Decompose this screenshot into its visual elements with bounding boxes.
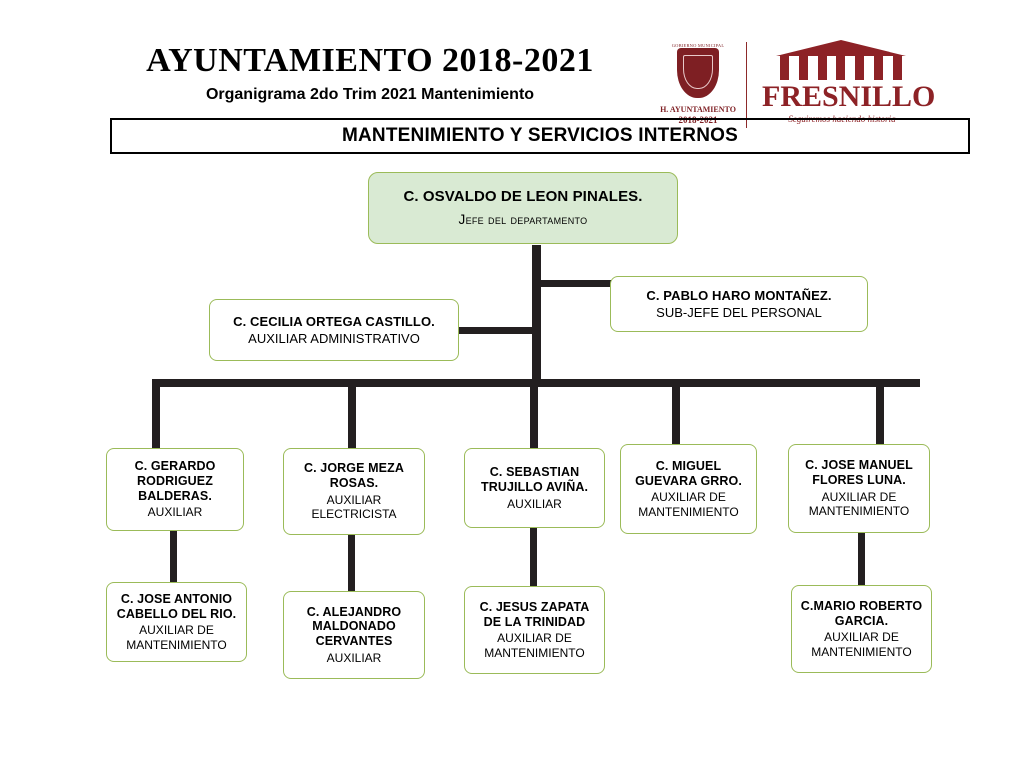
node-role: AUXILIAR [326,650,382,665]
connector-drop-c5 [876,379,884,449]
connector-root-to-subjefe [532,280,612,287]
fresnillo-tagline: Seguiremos haciendo historia [788,114,896,124]
roof-shape [776,40,906,56]
connector-c2-to-d2 [348,535,355,591]
node-name: C.MARIO ROBERTO GARCIA. [800,598,923,628]
node-role: AUXILIAR ADMINISTRATIVO [248,330,420,346]
node-name: C. PABLO HARO MONTAÑEZ. [646,287,832,303]
node-role: AUXILIAR [507,496,562,511]
node-role: AUXILIAR DE MANTENIMIENTO [808,489,910,519]
node-name: C. ALEJANDRO MALDONADO CERVANTES [306,604,402,649]
connector-drop-c3 [530,379,538,449]
node-role: AUXILIAR DE MANTENIMIENTO [638,490,739,519]
connector-drop-c4 [672,379,680,449]
node-jose-manuel-flores-luna[interactable] [788,444,930,533]
node-role: AUXILIAR ELECTRICISTA [311,492,397,522]
building-icon [776,40,906,80]
node-name: C. JOSE MANUEL FLORES LUNA. [805,458,913,488]
node-jose-antonio-cabello-del-rio[interactable] [106,582,247,662]
node-name: C. OSVALDO DE LEON PINALES. [403,188,643,206]
node-name: C. SEBASTIAN TRUJILLO AVIÑA. [480,465,589,494]
node-sebastian-trujillo-avina[interactable] [464,448,605,528]
municipal-crest-logo [655,42,747,128]
node-role: AUXILIAR DE MANTENIMIENTO [811,630,912,659]
node-role: Jefe del departamento [458,211,588,227]
connector-root-vertical [532,245,541,385]
node-name: C. JORGE MEZA ROSAS. [304,461,404,491]
columns-shape [780,56,902,80]
crest-top-text: GOBIERNO MUNICIPAL [671,43,725,48]
node-miguel-guevara-grro[interactable] [620,444,757,534]
node-role: AUXILIAR [147,505,203,520]
node-name: C. MIGUEL GUEVARA GRRO. [635,458,742,488]
node-name: C. GERARDO RODRIGUEZ BALDERAS. [134,459,216,503]
node-subjefe[interactable] [610,276,868,332]
crest-line-1: H. AYUNTAMIENTO [660,105,736,114]
connector-c3-to-d3 [530,528,537,586]
shield-icon [677,48,719,98]
connector-root-to-auxadmin [455,327,535,334]
connector-c5-to-d5 [858,533,865,585]
department-banner: MANTENIMIENTO Y SERVICIOS INTERNOS [110,118,970,154]
node-root[interactable] [368,172,678,244]
connector-drop-c1 [152,379,160,449]
node-name: C. CECILIA ORTEGA CASTILLO. [233,313,435,329]
fresnillo-logo [762,40,936,128]
node-role: SUB-JEFE DEL PERSONAL [656,304,822,320]
node-role: AUXILIAR DE MANTENIMIENTO [484,631,585,660]
crest-line-2: 2018-2021 [678,115,718,125]
node-role: AUXILIAR DE MANTENIMIENTO [126,623,227,652]
node-name: C. JOSE ANTONIO CABELLO DEL RIO. [116,591,237,621]
node-gerardo-rodriguez-balderas[interactable] [106,448,244,531]
page-title: AYUNTAMIENTO 2018-2021 [146,42,594,79]
node-mario-roberto-garcia[interactable] [791,585,932,673]
fresnillo-wordmark: FRESNILLO [762,80,936,113]
node-alejandro-maldonado-cervantes[interactable] [283,591,425,679]
node-name: C. JESUS ZAPATA DE LA TRINIDAD [479,599,590,629]
connector-c1-to-d1 [170,530,177,582]
node-jesus-zapata-de-la-trinidad[interactable] [464,586,605,674]
node-auxiliar-administrativo[interactable] [209,299,459,361]
node-jorge-meza-rosas[interactable] [283,448,425,535]
page-subtitle: Organigrama 2do Trim 2021 Mantenimiento [205,86,535,103]
connector-drop-c2 [348,379,356,449]
page-header [0,24,1024,125]
